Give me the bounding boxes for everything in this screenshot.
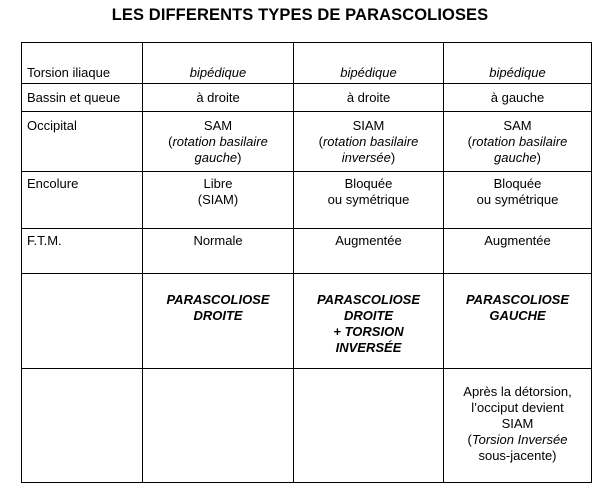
parascoliosis-table [21, 42, 592, 483]
cell-conclusion-1: PARASCOLIOSE DROITE [143, 274, 294, 369]
cell-occipital-2 [294, 112, 444, 172]
cell-text: gauche) [494, 150, 541, 165]
cell-torsion-1: bipédique [143, 43, 294, 84]
table-row-bassin [22, 84, 592, 112]
row-label-ftm: F.T.M. [22, 229, 143, 274]
table-row-conclusion [22, 274, 592, 369]
cell-encolure-1: Libre (SIAM) [143, 172, 294, 229]
cell-bassin-2: à droite [294, 84, 444, 112]
cell-occipital-3 [444, 112, 592, 172]
table-row-encolure [22, 172, 592, 229]
cell-note-1 [143, 369, 294, 483]
cell-note-3: Après la détorsion, l’occiput devient SIAM (Torsion Inversée sous-jacente) [444, 369, 592, 483]
cell-text: SAM [503, 118, 532, 133]
row-label-occipital: Occipital [22, 112, 143, 172]
row-label-bassin: Bassin et queue [22, 84, 143, 112]
row-label-note [22, 369, 143, 483]
row-label-encolure: Encolure [22, 172, 143, 229]
cell-bassin-3: à gauche [444, 84, 592, 112]
cell-text: SAM [203, 118, 233, 133]
table-row-torsion [22, 43, 592, 84]
cell-occipital-1 [143, 112, 294, 172]
cell-text: SIAM [352, 118, 385, 133]
table-row-occipital [22, 112, 592, 172]
cell-ftm-1: Normale [143, 229, 294, 274]
table-row-note [22, 369, 592, 483]
cell-text: inversée) [341, 150, 396, 165]
cell-conclusion-3: PARASCOLIOSE GAUCHE [444, 274, 592, 369]
cell-encolure-3: Bloquée ou symétrique [444, 172, 592, 229]
cell-text: (rotation basilaire [168, 134, 268, 149]
cell-text: gauche) [194, 150, 242, 165]
row-label-conclusion [22, 274, 143, 369]
cell-text: (rotation basilaire [318, 134, 419, 149]
cell-note-2 [294, 369, 444, 483]
cell-bassin-1: à droite [143, 84, 294, 112]
cell-ftm-2: Augmentée [294, 229, 444, 274]
row-label-torsion: Torsion iliaque [22, 43, 143, 84]
cell-encolure-2: Bloquée ou symétrique [294, 172, 444, 229]
cell-torsion-2: bipédique [294, 43, 444, 84]
page-title: LES DIFFERENTS TYPES DE PARASCOLIOSES [111, 6, 489, 24]
cell-conclusion-2: PARASCOLIOSE DROITE + TORSION INVERSÉE [294, 274, 444, 369]
cell-text: (rotation basilaire [467, 134, 568, 149]
cell-ftm-3: Augmentée [444, 229, 592, 274]
table-row-ftm [22, 229, 592, 274]
cell-torsion-3: bipédique [444, 43, 592, 84]
